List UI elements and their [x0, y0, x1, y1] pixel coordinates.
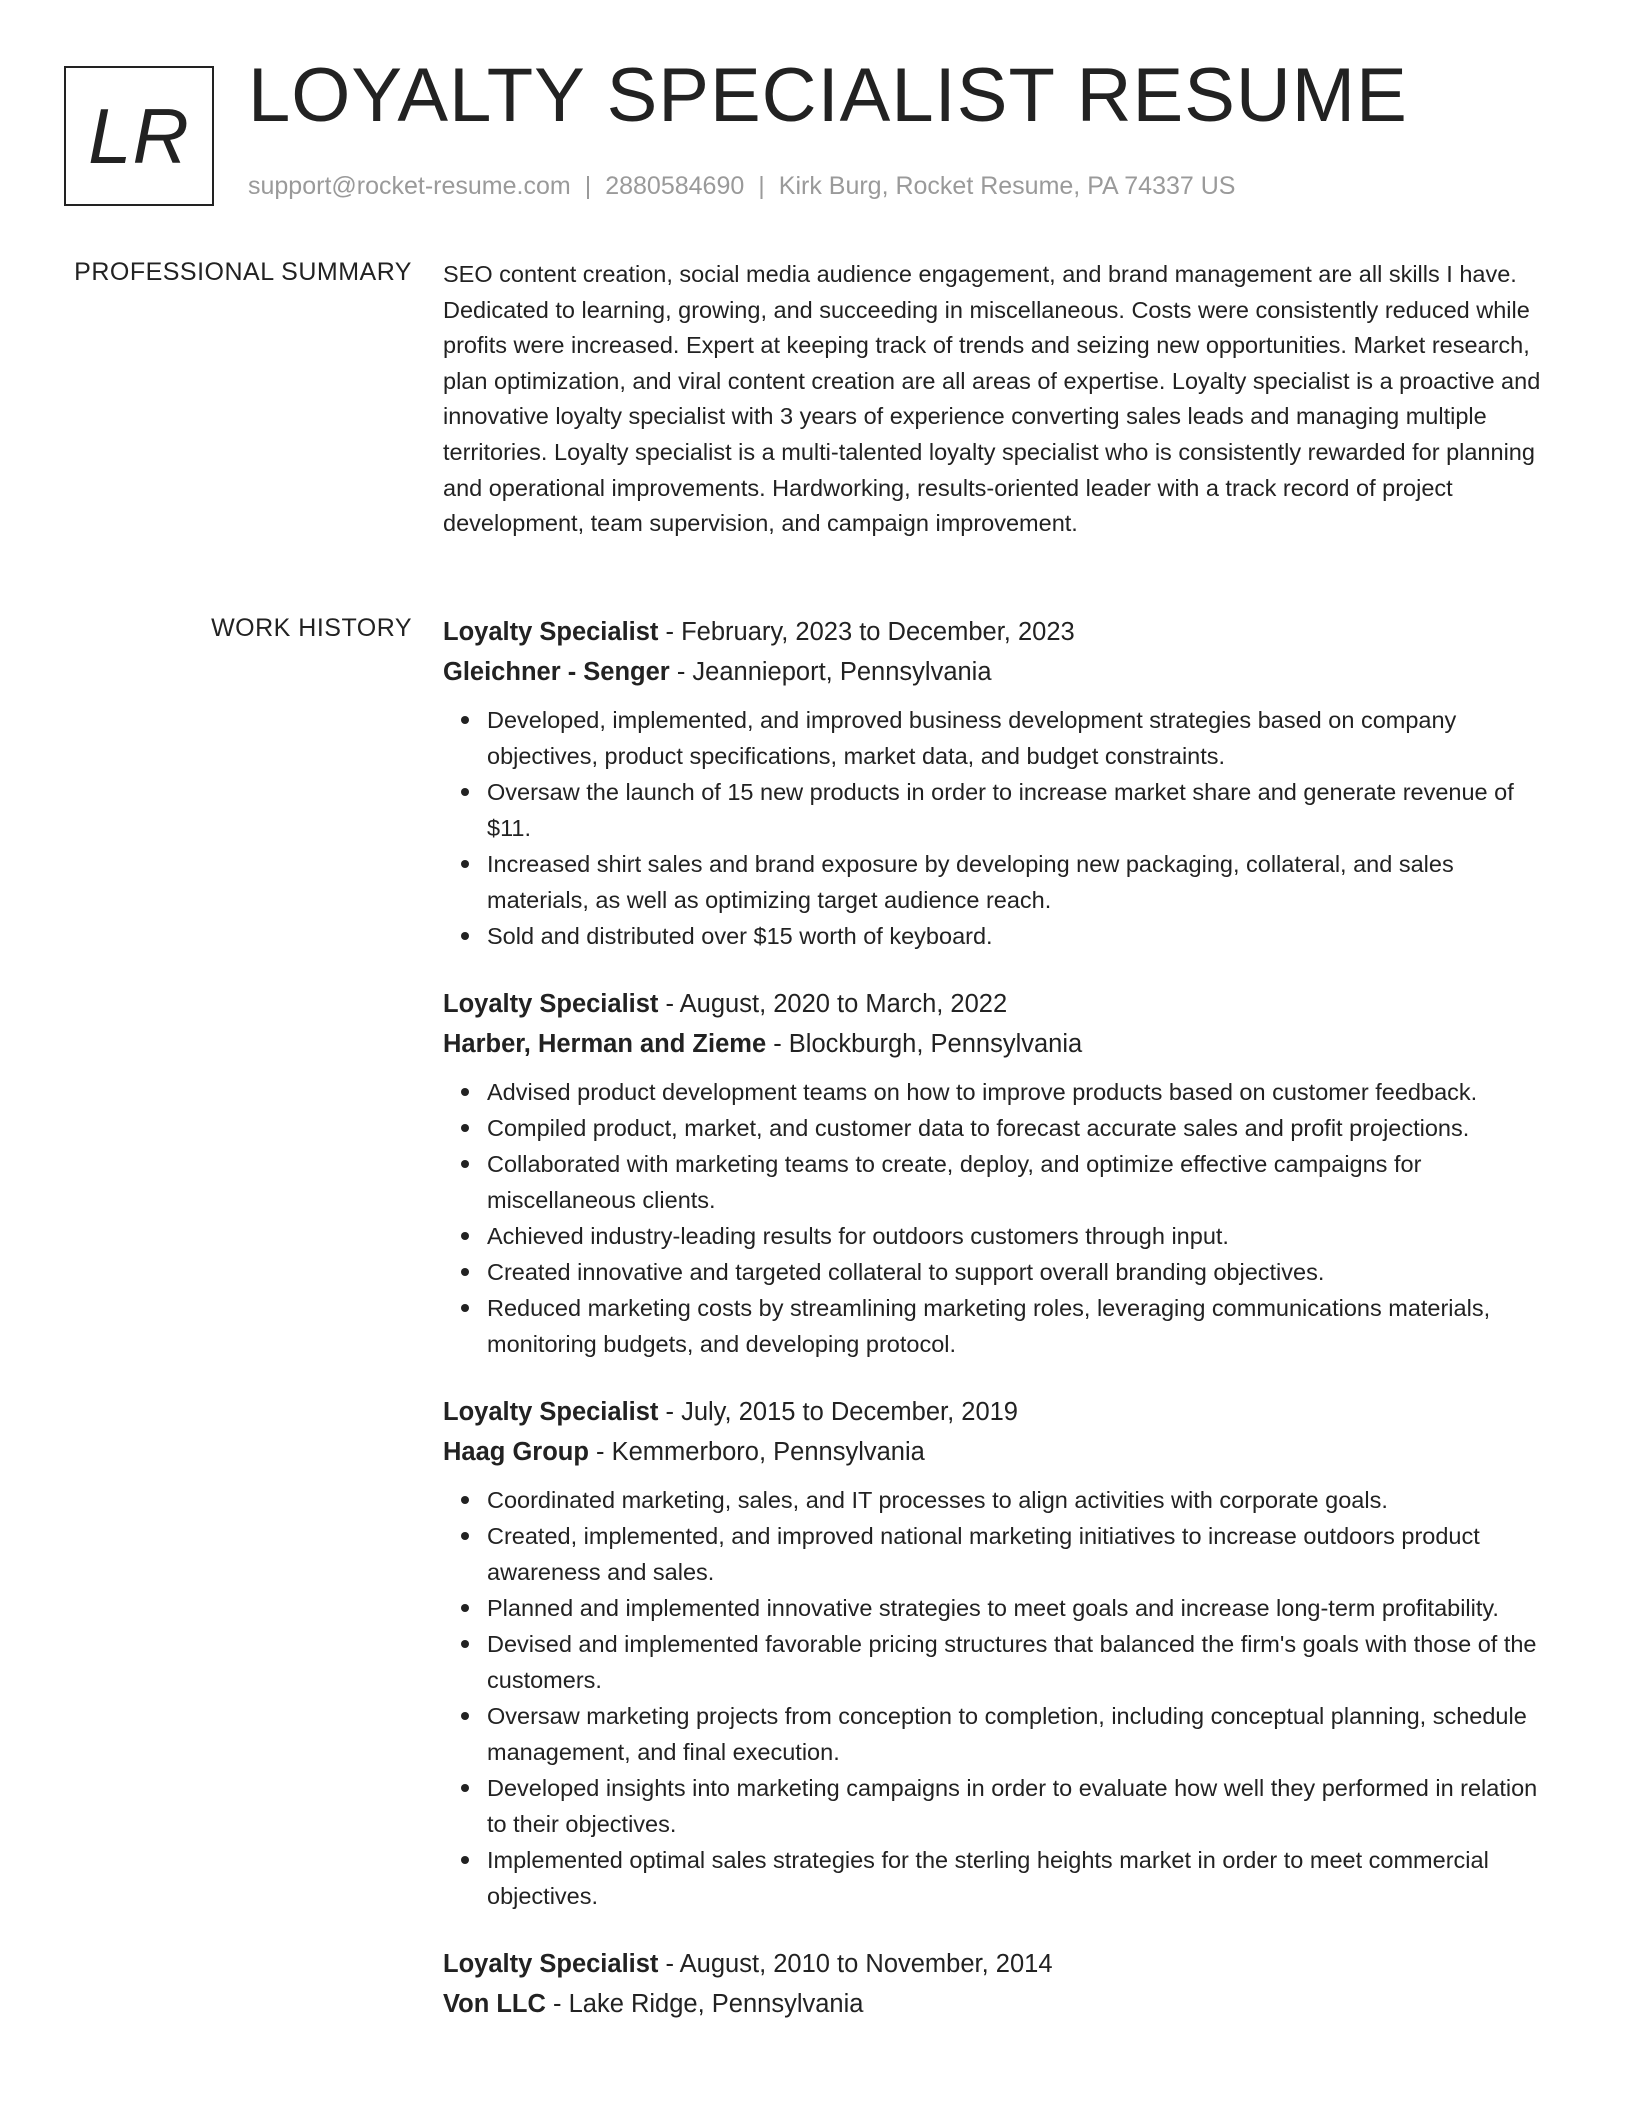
job-title: Loyalty Specialist [443, 1398, 659, 1426]
job-entry [443, 984, 1553, 1362]
job-bullet: Implemented optimal sales strategies for the sterling heights market in order to meet commercial objectives. [487, 1842, 1553, 1914]
job-bullet: Advised product development teams on how to improve products based on customer feedback. [487, 1074, 1553, 1110]
job-title: Loyalty Specialist [443, 990, 659, 1018]
job-bullet: Sold and distributed over $15 worth of keyboard. [487, 918, 1553, 954]
job-bullet: Developed, implemented, and improved business development strategies based on company objectives, product specifications, market data, and budget constraints. [487, 702, 1553, 774]
contact-email: support@rocket-resume.com [248, 172, 571, 200]
monogram-logo: LR [64, 66, 214, 206]
job-dates: - July, 2015 to December, 2019 [658, 1398, 1018, 1426]
job-bullet-list [443, 702, 1553, 954]
job-entry [443, 1392, 1553, 1914]
section-label-work-history: WORK HISTORY [211, 614, 412, 642]
job-dates: - August, 2020 to March, 2022 [658, 990, 1008, 1018]
job-entry [443, 1944, 1553, 2024]
job-title-line [443, 612, 1553, 652]
resume-title: LOYALTY SPECIALIST RESUME [248, 53, 1408, 138]
job-bullet: Devised and implemented favorable pricing structures that balanced the firm's goals with those of the customers. [487, 1626, 1553, 1698]
job-location: - Lake Ridge, Pennsylvania [545, 1990, 864, 2018]
job-company: Von LLC [443, 1990, 546, 2018]
job-bullet: Increased shirt sales and brand exposure by developing new packaging, collateral, and sales materials, as well as optimizing target audience reach. [487, 846, 1553, 918]
job-bullet: Developed insights into marketing campaigns in order to evaluate how well they performed in relation to their objectives. [487, 1770, 1553, 1842]
job-bullet: Oversaw the launch of 15 new products in order to increase market share and generate revenue of $11. [487, 774, 1553, 846]
summary-text: SEO content creation, social media audience engagement, and brand management are all skills I have. Dedicated to learning, growing, and succeeding in miscellaneous. Costs were consistently reduced while profits were increased. Expert at keeping track of trends and seizing new opportunities. Market research, plan optimization, and viral content creation are all areas of expertise. Loyalty specialist is a proactive and innovative loyalty specialist with 3 years of experience converting sales leads and managing multiple territories. Loyalty specialist is a multi-talented loyalty specialist who is consistently rewarded for planning and operational improvements. Hardworking, results-oriented leader with a track record of project development, team supervision, and campaign improvement. [443, 261, 1541, 537]
job-company: Harber, Herman and Zieme [443, 1030, 767, 1058]
job-company-line [443, 652, 1553, 692]
job-bullet: Planned and implemented innovative strategies to meet goals and increase long-term profitability. [487, 1590, 1553, 1626]
job-location: - Blockburgh, Pennsylvania [766, 1030, 1083, 1058]
job-location: - Kemmerboro, Pennsylvania [588, 1438, 925, 1466]
summary-body [443, 258, 1553, 542]
job-bullet-list [443, 1482, 1553, 1914]
job-title: Loyalty Specialist [443, 618, 659, 646]
job-company-line [443, 1432, 1553, 1472]
contact-address: Kirk Burg, Rocket Resume, PA 74337 US [778, 172, 1236, 200]
section-label-professional-summary: PROFESSIONAL SUMMARY [74, 258, 412, 286]
job-company-line [443, 1024, 1553, 1064]
job-title: Loyalty Specialist [443, 1950, 659, 1978]
job-bullet: Reduced marketing costs by streamlining marketing roles, leveraging communications materials, monitoring budgets, and developing protocol. [487, 1290, 1553, 1362]
contact-line [248, 172, 1235, 201]
job-bullet: Created innovative and targeted collateral to support overall branding objectives. [487, 1254, 1553, 1290]
job-dates: - August, 2010 to November, 2014 [658, 1950, 1053, 1978]
job-bullet: Coordinated marketing, sales, and IT processes to align activities with corporate goals. [487, 1482, 1553, 1518]
job-title-line [443, 1392, 1553, 1432]
job-company-line [443, 1984, 1553, 2024]
job-dates: - February, 2023 to December, 2023 [658, 618, 1075, 646]
job-bullet-list [443, 1074, 1553, 1362]
job-entry [443, 612, 1553, 954]
job-location: - Jeannieport, Pennsylvania [669, 658, 992, 686]
contact-separator: | [758, 172, 765, 200]
job-title-line [443, 984, 1553, 1024]
job-company: Gleichner - Senger [443, 658, 670, 686]
job-bullet: Oversaw marketing projects from conception to completion, including conceptual planning, schedule management, and final execution. [487, 1698, 1553, 1770]
contact-phone: 2880584690 [605, 172, 745, 200]
job-title-line [443, 1944, 1553, 1984]
job-bullet: Compiled product, market, and customer data to forecast accurate sales and profit projections. [487, 1110, 1553, 1146]
work-history-list [443, 612, 1553, 2054]
contact-separator: | [584, 172, 592, 200]
job-bullet: Created, implemented, and improved national marketing initiatives to increase outdoors product awareness and sales. [487, 1518, 1553, 1590]
job-bullet: Collaborated with marketing teams to create, deploy, and optimize effective campaigns for miscellaneous clients. [487, 1146, 1553, 1218]
job-bullet: Achieved industry-leading results for outdoors customers through input. [487, 1218, 1553, 1254]
job-company: Haag Group [443, 1438, 589, 1466]
